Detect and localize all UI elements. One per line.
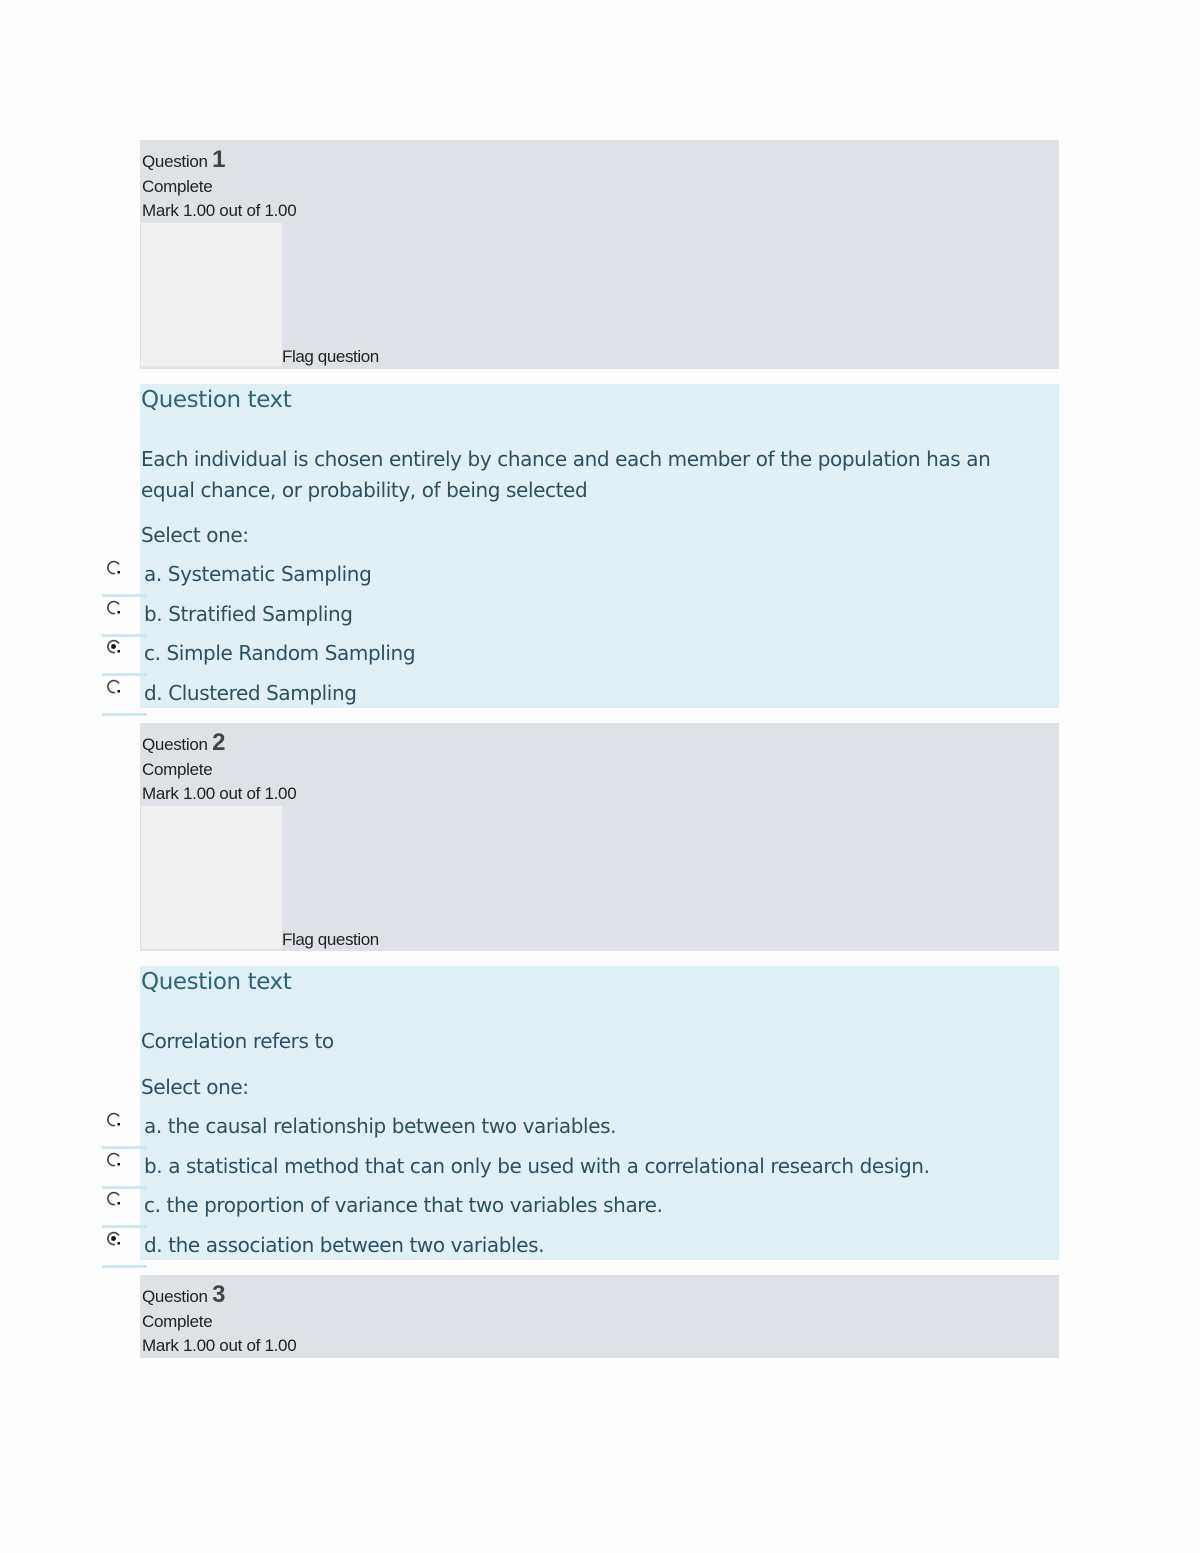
question-grade: Mark 1.00 out of 1.00 bbox=[142, 1336, 297, 1355]
option-label: d. the association between two variables. bbox=[144, 1233, 545, 1257]
option-underline bbox=[102, 634, 147, 637]
question-state: Complete bbox=[142, 760, 213, 779]
option-label: c. the proportion of variance that two variables share. bbox=[144, 1193, 663, 1217]
question-number: 3 bbox=[212, 1281, 226, 1308]
question-grade: Mark 1.00 out of 1.00 bbox=[142, 201, 297, 220]
select-one-prompt: Select one: bbox=[141, 1075, 249, 1099]
question-label: Question bbox=[142, 1287, 208, 1306]
question-number-line bbox=[142, 1281, 225, 1309]
answer-option-b[interactable] bbox=[102, 1154, 1002, 1190]
radio-unchecked-icon[interactable] bbox=[106, 1152, 122, 1168]
option-underline bbox=[102, 1225, 147, 1228]
option-label: b. a statistical method that can only be used with a correlational research design. bbox=[144, 1154, 930, 1178]
option-label: a. Systematic Sampling bbox=[144, 562, 372, 586]
question-1-info bbox=[140, 140, 1059, 369]
question-number: 1 bbox=[212, 146, 226, 173]
select-one-prompt: Select one: bbox=[141, 523, 249, 547]
question-text: Each individual is chosen entirely by chance and each member of the population has an equal chance, or probability, of being selected bbox=[141, 447, 991, 502]
option-label: a. the causal relationship between two variables. bbox=[144, 1114, 617, 1138]
radio-checked-icon[interactable] bbox=[106, 1231, 122, 1247]
question-text-heading: Question text bbox=[141, 969, 292, 995]
option-underline bbox=[102, 1146, 147, 1149]
answer-option-d[interactable] bbox=[102, 681, 1002, 717]
question-grade: Mark 1.00 out of 1.00 bbox=[142, 784, 297, 803]
option-underline bbox=[102, 673, 147, 676]
question-number: 2 bbox=[212, 729, 226, 756]
answer-option-a[interactable] bbox=[102, 562, 1002, 598]
radio-unchecked-icon[interactable] bbox=[106, 600, 122, 616]
radio-unchecked-icon[interactable] bbox=[106, 679, 122, 695]
question-number-line bbox=[142, 146, 225, 174]
question-label: Question bbox=[142, 152, 208, 171]
option-underline bbox=[102, 1186, 147, 1189]
question-text-heading: Question text bbox=[141, 387, 292, 413]
radio-unchecked-icon[interactable] bbox=[106, 1191, 122, 1207]
flag-question-link[interactable]: Flag question bbox=[282, 347, 379, 366]
question-text: Correlation refers to bbox=[141, 1029, 334, 1053]
option-underline bbox=[102, 594, 147, 597]
question-3-info bbox=[140, 1275, 1059, 1358]
flag-image-placeholder bbox=[141, 806, 282, 951]
answer-option-b[interactable] bbox=[102, 602, 1002, 638]
radio-checked-icon[interactable] bbox=[106, 639, 122, 655]
option-label: c. Simple Random Sampling bbox=[144, 641, 416, 665]
option-label: d. Clustered Sampling bbox=[144, 681, 357, 705]
flag-question-link[interactable]: Flag question bbox=[282, 930, 379, 949]
option-underline bbox=[102, 1265, 147, 1268]
option-underline bbox=[102, 713, 147, 716]
answer-option-c[interactable] bbox=[102, 1193, 1002, 1229]
question-2-content bbox=[140, 966, 1059, 1260]
option-label: b. Stratified Sampling bbox=[144, 602, 353, 626]
answer-option-d[interactable] bbox=[102, 1233, 1002, 1269]
question-1-content bbox=[140, 384, 1059, 708]
question-label: Question bbox=[142, 735, 208, 754]
answer-option-c[interactable] bbox=[102, 641, 1002, 677]
question-2-info bbox=[140, 723, 1059, 951]
radio-unchecked-icon[interactable] bbox=[106, 560, 122, 576]
flag-image-placeholder bbox=[141, 223, 282, 368]
question-number-line bbox=[142, 729, 225, 757]
question-state: Complete bbox=[142, 1312, 213, 1331]
radio-unchecked-icon[interactable] bbox=[106, 1112, 122, 1128]
answer-option-a[interactable] bbox=[102, 1114, 1002, 1150]
question-state: Complete bbox=[142, 177, 213, 196]
